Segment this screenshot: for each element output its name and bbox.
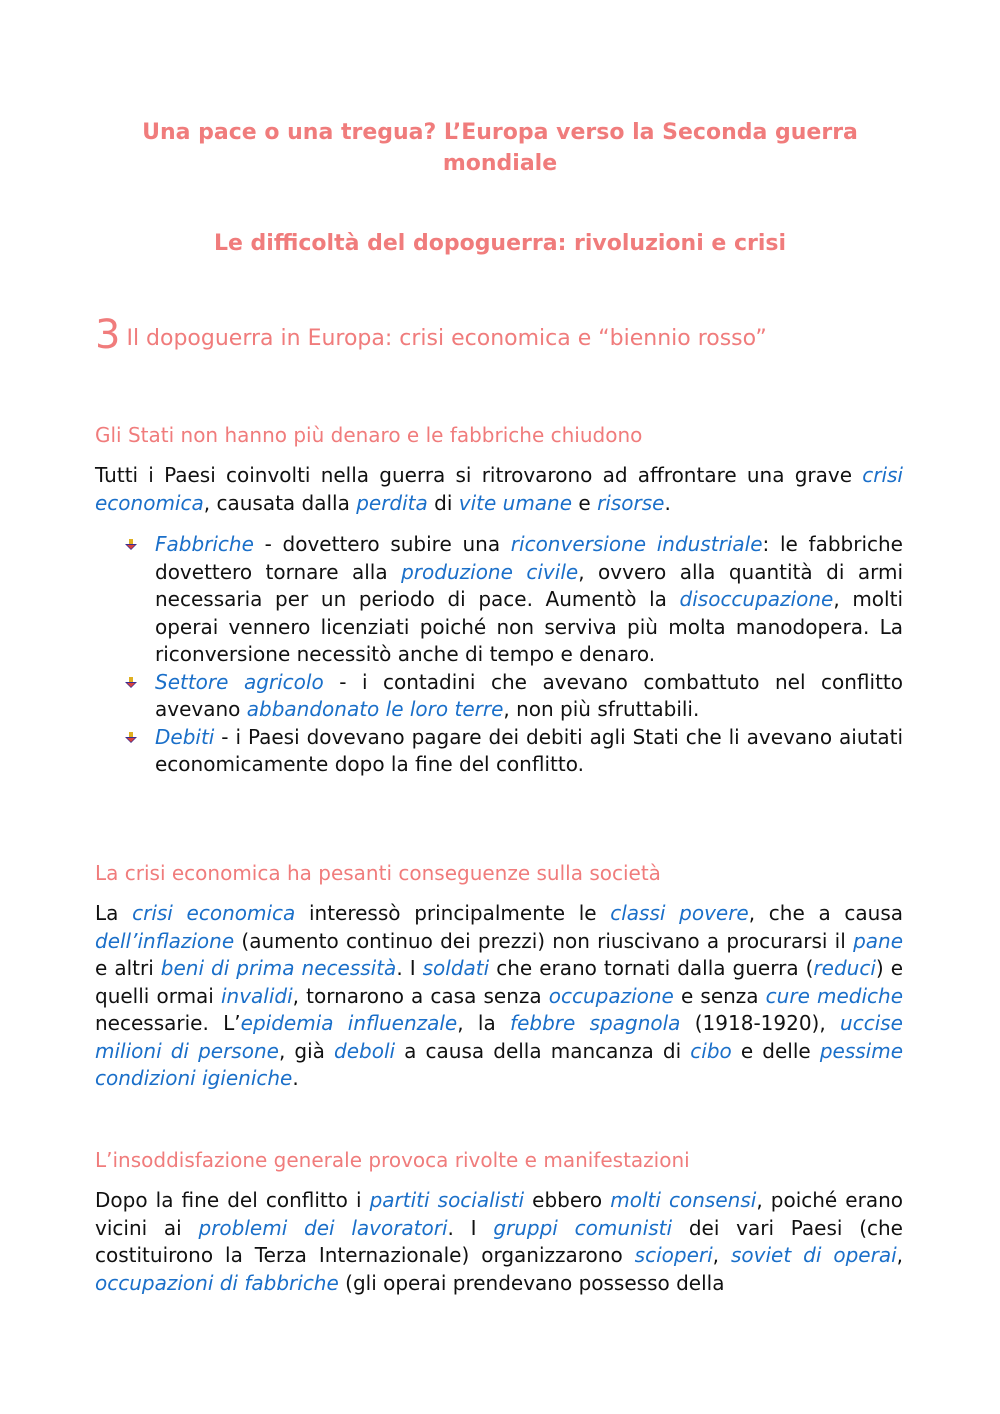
text-run: : le fabbriche dovettero tornare alla [155,532,903,584]
keyword: occupazione [548,983,674,1008]
text-run: , che a causa [748,901,903,925]
keyword: cibo [690,1038,732,1063]
bullet-list [155,531,903,779]
text-run: e senza [673,983,766,1008]
keyword: gruppi comunisti [493,1215,673,1240]
text-run: , la [457,1011,511,1035]
paragraph [95,900,903,1093]
paragraph [95,462,903,517]
paragraph [95,1187,903,1297]
text-run: Dopo la fine del conflitto i [95,1188,370,1212]
text-run: interessò principalmente le [295,901,611,925]
keyword: pane [853,928,903,953]
arrow-bullet-icon [125,539,137,551]
text-run: , non più sfruttabili. [503,697,700,721]
keyword: scioperi [634,1243,713,1267]
text-run: e [572,490,598,515]
keyword: Debiti [155,724,215,749]
text-run: necessarie. L’ [95,1011,241,1035]
keyword: crisi economica [95,463,903,515]
text-run: , molti operai vennero licenziati poiché non serviva più molta manodopera. La riconversione necessitò anche di tempo e denaro. [155,587,904,666]
list-item [155,669,903,724]
keyword: beni di prima necessità [160,956,397,980]
keyword: perdita [356,490,428,515]
keyword: pessime condizioni igieniche [95,1038,903,1090]
keyword: soldati [422,956,490,980]
text-run: , ovvero alla quantità di armi necessaria per un periodo di pace. Aumentò la [155,559,904,611]
section-heading: Gli Stati non hanno più denaro e le fabbriche chiudono [95,423,643,447]
text-run: di [427,490,459,515]
keyword: riconversione industriale [510,532,763,556]
keyword: disoccupazione [679,587,834,611]
text-run: , poiché erano vicini ai [95,1188,904,1240]
keyword: invalidi [220,983,293,1008]
list-item-text [155,725,903,777]
section-heading: La crisi economica ha pesanti conseguenze sulla società [95,861,661,885]
keyword: febbre spagnola [510,1011,681,1035]
text-run: . I [396,956,423,980]
keyword: vite umane [458,490,573,515]
text-run: (gli operai prendevano possesso della [338,1270,725,1295]
keyword: reduci [813,956,876,980]
document-title: Una pace o una tregua? L’Europa verso la Seconda guerra mondiale [142,120,858,176]
keyword: partiti socialisti [369,1188,525,1212]
keyword: cure mediche [765,983,903,1008]
text-run: . [664,490,671,515]
arrow-bullet-icon [125,732,137,744]
text-run: dei vari Paesi (che costituirono la Terza Internazionale) organizzarono [95,1215,903,1267]
keyword: dell’inflazione [95,928,235,953]
text-run: (1918-1920), [680,1011,841,1035]
text-run: , [896,1243,904,1267]
keyword: Fabbriche [155,532,254,556]
text-run: , già [278,1038,335,1063]
keyword: abbandonato le loro terre [246,697,504,721]
text-run: ebbero [524,1188,611,1212]
text-run: ) e quelli ormai [95,956,904,1008]
keyword: soviet di operai [731,1243,897,1267]
text-run: - dovettero subire una [253,532,511,556]
list-item [155,531,903,669]
keyword: produzione civile [401,559,579,584]
text-run: - i contadini che avevano combattuto nel conflitto avevano [155,669,904,721]
text-run: che erano tornati dalla guerra ( [489,956,814,980]
list-item [155,724,903,779]
section-heading: L’insoddisfazione generale provoca rivolte e manifestazioni [95,1148,690,1172]
text-run: a causa della mancanza di [395,1038,691,1063]
keyword: uccise milioni di persone [95,1011,903,1063]
text-run: (aumento continuo dei prezzi) non riuscivano a procurarsi il [234,928,854,953]
arrow-bullet-icon [125,677,137,689]
text-run: . I [447,1215,494,1240]
chapter-title: Il dopoguerra in Europa: crisi economica e “biennio rosso” [126,326,767,351]
keyword: occupazioni di fabbriche [95,1270,339,1295]
keyword: risorse [597,490,665,515]
keyword: Settore agricolo [155,669,324,694]
document-subtitle: Le difficoltà del dopoguerra: rivoluzioni e crisi [213,231,787,256]
text-run: e altri [95,956,161,980]
text-run: e delle [731,1038,820,1063]
keyword: classi povere [610,901,749,925]
text-run: , tornarono a casa senza [292,983,549,1008]
keyword: problemi dei lavoratori [198,1215,448,1240]
chapter-heading [95,312,767,358]
text-run: , causata dalla [203,490,357,515]
text-run: . [292,1066,299,1090]
keyword: crisi economica [132,901,296,925]
text-run: La [95,901,133,925]
keyword: epidemia influenzale [240,1011,458,1035]
text-run: , [712,1243,731,1267]
chapter-number: 3 [95,312,121,358]
text-run: Tutti i Paesi coinvolti nella guerra si ritrovarono ad affrontare una grave [95,463,863,487]
list-item-text [155,670,903,722]
keyword: deboli [334,1038,396,1063]
text-run: - i Paesi dovevano pagare dei debiti agli Stati che li avevano aiutati economicamente dopo la fine del conflitto. [155,724,903,776]
list-item-text [155,532,903,666]
keyword: molti consensi [610,1188,757,1212]
